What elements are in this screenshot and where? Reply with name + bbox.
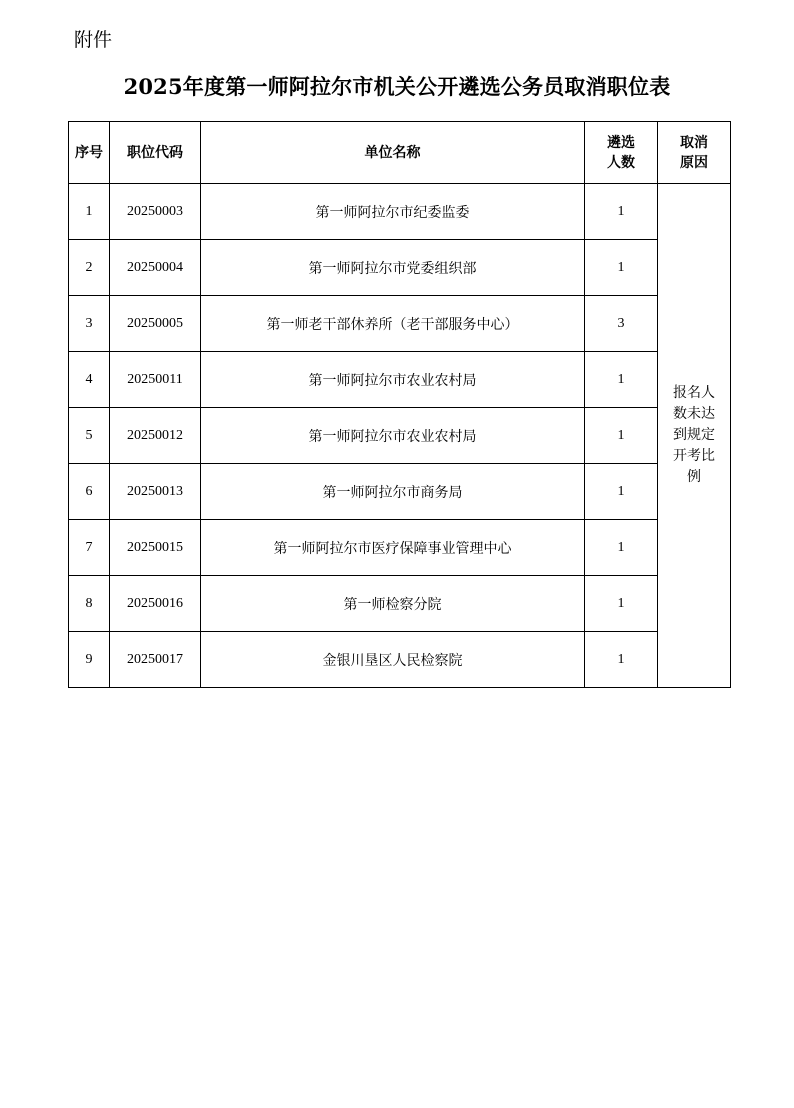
cancel-reason-text: 报名人数未达到规定开考比例 [673,385,715,485]
row-selection-count: 1 [585,240,658,296]
row-unit-name: 第一师阿拉尔市商务局 [201,464,585,520]
row-position-code: 20250004 [110,240,201,296]
table-header-row [69,122,731,184]
row-unit-name: 第一师检察分院 [201,576,585,632]
header-index: 序号 [69,122,110,184]
row-selection-count: 1 [585,520,658,576]
row-position-code: 20250017 [110,632,201,688]
table-row [69,296,731,352]
row-unit-name: 第一师阿拉尔市党委组织部 [201,240,585,296]
row-position-code: 20250016 [110,576,201,632]
row-unit-name: 第一师阿拉尔市农业农村局 [201,352,585,408]
row-position-code: 20250005 [110,296,201,352]
cancel-reason-cell [658,184,731,688]
row-index: 8 [69,576,110,632]
row-index: 7 [69,520,110,576]
attachment-label: 附件 [74,29,113,51]
row-index: 9 [69,632,110,688]
header-cancel-reason [658,122,731,184]
row-selection-count: 1 [585,184,658,240]
table-row [69,352,731,408]
table-row [69,240,731,296]
table-row [69,408,731,464]
header-position-code: 职位代码 [110,122,201,184]
row-position-code: 20250013 [110,464,201,520]
row-position-code: 20250011 [110,352,201,408]
header-cancel-reason-line1: 取消 [680,134,708,151]
row-unit-name: 第一师阿拉尔市纪委监委 [201,184,585,240]
row-selection-count: 1 [585,632,658,688]
row-index: 2 [69,240,110,296]
table-row [69,464,731,520]
row-position-code: 20250003 [110,184,201,240]
row-index: 5 [69,408,110,464]
row-unit-name: 金银川垦区人民检察院 [201,632,585,688]
row-selection-count: 1 [585,464,658,520]
row-unit-name: 第一师阿拉尔市农业农村局 [201,408,585,464]
row-index: 1 [69,184,110,240]
row-position-code: 20250015 [110,520,201,576]
row-index: 6 [69,464,110,520]
header-selection-count-line1: 遴选 [607,134,635,151]
row-position-code: 20250012 [110,408,201,464]
cancelled-positions-table [68,121,731,688]
header-selection-count-line2: 人数 [607,154,635,171]
header-unit-name: 单位名称 [201,122,585,184]
table-row [69,520,731,576]
row-index: 4 [69,352,110,408]
row-unit-name: 第一师老干部休养所（老干部服务中心） [201,296,585,352]
row-selection-count: 1 [585,408,658,464]
table-row [69,184,731,240]
table-row [69,632,731,688]
document-title: 2025年度第一师阿拉尔市机关公开遴选公务员取消职位表 [123,74,671,99]
row-selection-count: 1 [585,576,658,632]
row-selection-count: 1 [585,352,658,408]
header-selection-count [585,122,658,184]
row-unit-name: 第一师阿拉尔市医疗保障事业管理中心 [201,520,585,576]
header-cancel-reason-line2: 原因 [680,154,708,171]
row-index: 3 [69,296,110,352]
row-selection-count: 3 [585,296,658,352]
table-row [69,576,731,632]
